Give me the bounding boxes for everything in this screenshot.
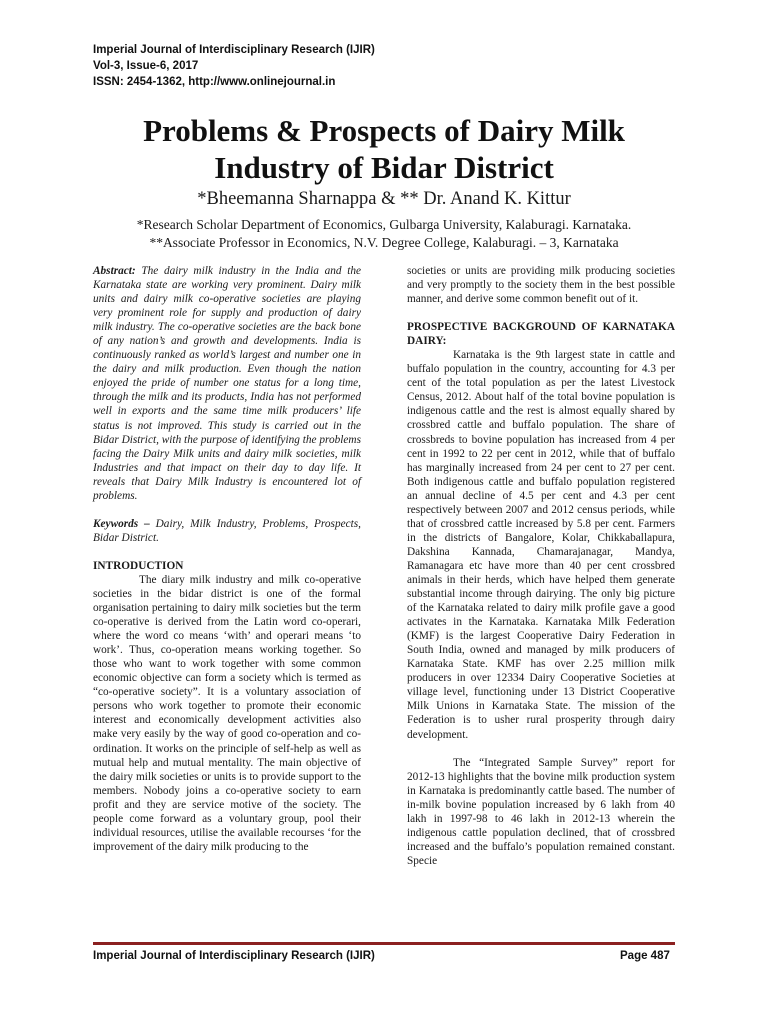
keywords-text: Dairy, Milk Industry, Problems, Prospects, Bidar District.: [93, 517, 361, 544]
left-column: [93, 264, 361, 854]
continuation-text: societies or units are providing milk producing societies and very promptly to the society them in the best possible manner, and derive some common benefit out of it.: [407, 265, 675, 306]
survey-paragraph: The “Integrated Sample Survey” report for 2012-13 highlights that the bovine milk production system in Karnataka is predominantly cattle based. The number of in-milk bovine population increased by 6 lakh from 40 lakh in 1997-98 to 46 lakh in 2012-13 wherein the indigenous cattle population declined, that of crossbred increased and the buffalo’s population remained constant. Specie: [407, 756, 675, 867]
affiliation-1: *Research Scholar Department of Economics, Gulbarga University, Kalaburagi. Karnataka.: [136, 217, 632, 232]
prospective-heading: PROSPECTIVE BACKGROUND OF KARNATAKA DAIRY:: [407, 321, 675, 348]
affiliation-2: **Associate Professor in Economics, N.V. Degree College, Kalaburagi. – 3, Karnataka: [149, 235, 619, 250]
abstract-text: The dairy milk industry in the India and the Karnataka state are working very prominent. Dairy milk units and dairy milk co-operative societies are playing very prominent role for supply and production of dairy milk industry. The co-operative societies are the back bone of any nation’s and growth and developments. India is continuously ranked as world’s largest and number one in the dairy and milk production. Even though the nation enjoyed the pride of number one status for a long time, through the milk and its products, India has not performed well in exports and the same time milk producers’ life status is not improved. This study is carried out in the Bidar District, with the purpose of identifying the problems facing the Dairy Milk units and dairy milk societies, milk Industries and that impact on their day to day life. It reveals that Dairy Milk Industry is encountered lot of problems.: [93, 265, 361, 502]
introduction-text: The diary milk industry and milk co-operative societies in the bidar district is one of the formal organisation pertaining to dairy milk societies but the term co-operative is derived from the Latin word co-operari, where the word co means ‘with’ and operari means ‘to work’. Thus, co-operation means working together. So those who want to work together with some common economic objective can form a society which is termed as “co-operative society”. It is a voluntary association of persons who work together to promote their economic interest and economically development activities also make very easily by the way of good co-operation and co-ordination. It works on the principle of self-help as well as mutual help and mutual mentality. The main objective of the dairy milk societies or units is to provide support to the members. Nobody joins a co-operative society to earn profit and they are service motive of the society. The people come forward as a voluntary group, pool their individual resources, utilise the available recourses ‘for the improvement of the dairy milk producing to the: [93, 573, 361, 853]
right-column: [407, 264, 675, 868]
journal-name: Imperial Journal of Interdisciplinary Research (IJIR): [93, 44, 375, 56]
keywords-label: Keywords –: [93, 517, 150, 530]
title-line-1: Problems & Prospects of Dairy Milk: [143, 113, 625, 148]
abstract: [93, 264, 361, 503]
footer-rule: [93, 942, 675, 945]
paper-title: [60, 112, 708, 186]
karnataka-paragraph: Karnataka is the 9th largest state in cattle and buffalo population in the country, accounting for 4.3 per cent of the total population as per the latest Livestock Census, 2012. About half of the total bovine population is indigenous cattle and the rest is almost equally shared by crossbred cattle and buffalo population. The share of crossbreds to bovine population has increased from 4 per cent in 1992 to 22 per cent in 2012, while that of buffalo has marginally increased from 24 per cent to 27 per cent. Both indigenous cattle and buffalo population registered an annual decline of 4.5 per cent and 4.3 per cent respectively between 2007 and 2012 census periods, while that of crossbred cattle increased by 5.8 per cent. Farmers in the districts of Bangalore, Kolar, Chikkaballapura, Dakshina Kannada, Chamarajanagar, Mandya, Ramanagara etc have more than 40 per cent crossbred animals in their herds, which have helped them generate substantial income through dairying. The only big picture of the Karnataka related to dairy milk profile gave a good activates in the Karnataka. Karnataka Milk Federation (KMF) is the largest Cooperative Dairy Federation in South India, owned and managed by milk producers of Karnataka State. KMF has over 2.25 million milk producers in over 12334 Dairy Cooperative Societies at village level, functioning under 13 District Cooperative Milk Unions in Karnataka State. The mission of the Federation is to usher rural prosperity through dairy development.: [407, 349, 675, 741]
journal-header: [93, 42, 375, 90]
author-list: *Bheemanna Sharnappa & ** Dr. Anand K. Kittur: [197, 189, 571, 209]
introduction-heading: INTRODUCTION: [93, 559, 184, 572]
page-number: Page 487: [620, 950, 670, 962]
journal-issn: ISSN: 2454-1362, http://www.onlinejournal.in: [93, 76, 336, 88]
abstract-label: Abstract:: [93, 265, 136, 277]
keywords: [93, 517, 361, 545]
footer-journal: Imperial Journal of Interdisciplinary Research (IJIR): [93, 950, 375, 962]
journal-volume: Vol-3, Issue-6, 2017: [93, 60, 199, 72]
title-line-2: Industry of Bidar District: [214, 150, 554, 185]
